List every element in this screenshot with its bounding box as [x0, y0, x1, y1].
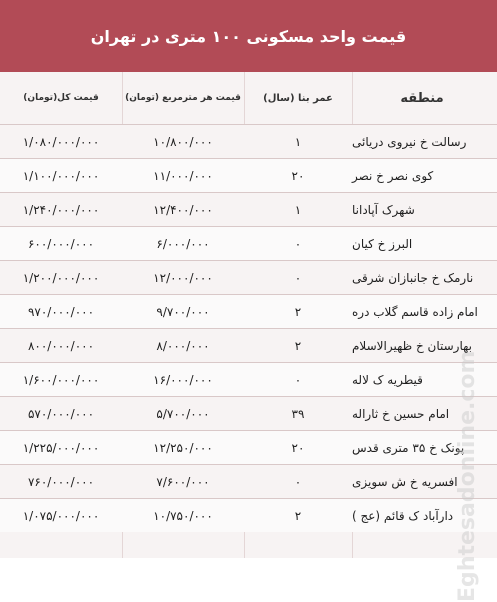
- area-cell: امام زاده قاسم گلاب دره: [352, 304, 478, 319]
- price-sqm-cell: ۱۶/۰۰۰/۰۰۰: [153, 372, 213, 387]
- price-sqm-cell: ۱۲/۰۰۰/۰۰۰: [153, 270, 213, 285]
- age-cell: ۲۰: [291, 168, 305, 183]
- table-row: [0, 192, 497, 226]
- price-total-cell: ۱/۱۰۰/۰۰۰/۰۰۰: [22, 168, 100, 183]
- header-price-sqm: قیمت هر مترمربع (تومان): [125, 93, 241, 103]
- price-total-cell: ۷۶۰/۰۰۰/۰۰۰: [27, 474, 95, 489]
- table-row: [0, 328, 497, 362]
- table-row: [0, 396, 497, 430]
- price-total-cell: ۶۰۰/۰۰۰/۰۰۰: [27, 236, 95, 251]
- age-cell: ۱: [294, 202, 302, 217]
- table-row: [0, 124, 497, 158]
- price-total-cell: ۹۷۰/۰۰۰/۰۰۰: [27, 304, 95, 319]
- price-sqm-cell: ۸/۰۰۰/۰۰۰: [156, 338, 210, 353]
- age-cell: ۲۰: [291, 440, 305, 455]
- table-row: [0, 294, 497, 328]
- price-total-cell: ۱/۲۰۰/۰۰۰/۰۰۰: [22, 270, 100, 285]
- price-sqm-cell: ۹/۷۰۰/۰۰۰: [156, 304, 210, 319]
- table-row: [0, 362, 497, 396]
- table-row: [0, 260, 497, 294]
- age-cell: ۱: [294, 134, 302, 149]
- area-cell: شهرک آپادانا: [352, 202, 415, 217]
- price-sqm-cell: ۷/۶۰۰/۰۰۰: [156, 474, 210, 489]
- age-cell: ۰: [294, 372, 302, 387]
- table-row: [0, 498, 497, 532]
- header-area: منطقه: [400, 90, 444, 106]
- price-total-cell: ۵۷۰/۰۰۰/۰۰۰: [27, 406, 95, 421]
- area-cell: کوی نصر خ نصر: [352, 168, 434, 183]
- table-body: [0, 124, 497, 532]
- price-total-cell: ۱/۰۸۰/۰۰۰/۰۰۰: [22, 134, 100, 149]
- table-row: [0, 464, 497, 498]
- age-cell: ۲: [294, 338, 302, 353]
- price-sqm-cell: ۱۱/۰۰۰/۰۰۰: [153, 168, 213, 183]
- table-row: [0, 430, 497, 464]
- area-cell: امام حسین خ ثاراله: [352, 406, 450, 421]
- age-cell: ۲: [294, 508, 302, 523]
- table-row: [0, 158, 497, 192]
- price-total-cell: ۱/۶۰۰/۰۰۰/۰۰۰: [22, 372, 100, 387]
- price-sqm-cell: ۱۲/۲۵۰/۰۰۰: [153, 440, 213, 455]
- area-cell: نارمک خ جانبازان شرقی: [352, 270, 474, 285]
- price-total-cell: ۱/۰۷۵/۰۰۰/۰۰۰: [22, 508, 100, 523]
- header-age: عمر بنا (سال): [263, 92, 333, 104]
- price-sqm-cell: ۱۰/۷۵۰/۰۰۰: [153, 508, 213, 523]
- age-cell: ۲: [294, 304, 302, 319]
- price-sqm-cell: ۵/۷۰۰/۰۰۰: [156, 406, 210, 421]
- area-cell: افسریه خ ش سویزی: [352, 474, 458, 489]
- price-sqm-cell: ۱۲/۴۰۰/۰۰۰: [153, 202, 213, 217]
- area-cell: دارآباد ک قائم (عج ): [352, 508, 454, 523]
- price-total-cell: ۱/۲۴۰/۰۰۰/۰۰۰: [22, 202, 100, 217]
- price-sqm-cell: ۱۰/۸۰۰/۰۰۰: [153, 134, 213, 149]
- area-cell: البرز خ کیان: [352, 236, 413, 251]
- area-cell: بهارستان خ ظهیرالاسلام: [352, 338, 472, 353]
- title-bar: [0, 0, 497, 72]
- price-sqm-cell: ۶/۰۰۰/۰۰۰: [156, 236, 210, 251]
- page-title: قیمت واحد مسکونی ۱۰۰ متری در تهران: [90, 26, 407, 46]
- age-cell: ۰: [294, 474, 302, 489]
- price-table: [0, 72, 497, 602]
- area-cell: پونک خ ۳۵ متری قدس: [352, 440, 465, 455]
- price-total-cell: ۱/۲۲۵/۰۰۰/۰۰۰: [22, 440, 100, 455]
- area-cell: رسالت خ نیروی دریائی: [352, 134, 467, 149]
- age-cell: ۳۹: [291, 406, 305, 421]
- age-cell: ۰: [294, 236, 302, 251]
- price-total-cell: ۸۰۰/۰۰۰/۰۰۰: [27, 338, 95, 353]
- header-price-total: قیمت کل(تومان): [23, 93, 99, 103]
- table-header: [0, 72, 497, 124]
- watermark: Eghtesadonline.com: [455, 350, 480, 602]
- age-cell: ۰: [294, 270, 302, 285]
- area-cell: قیطریه ک لاله: [352, 372, 423, 387]
- table-row: [0, 226, 497, 260]
